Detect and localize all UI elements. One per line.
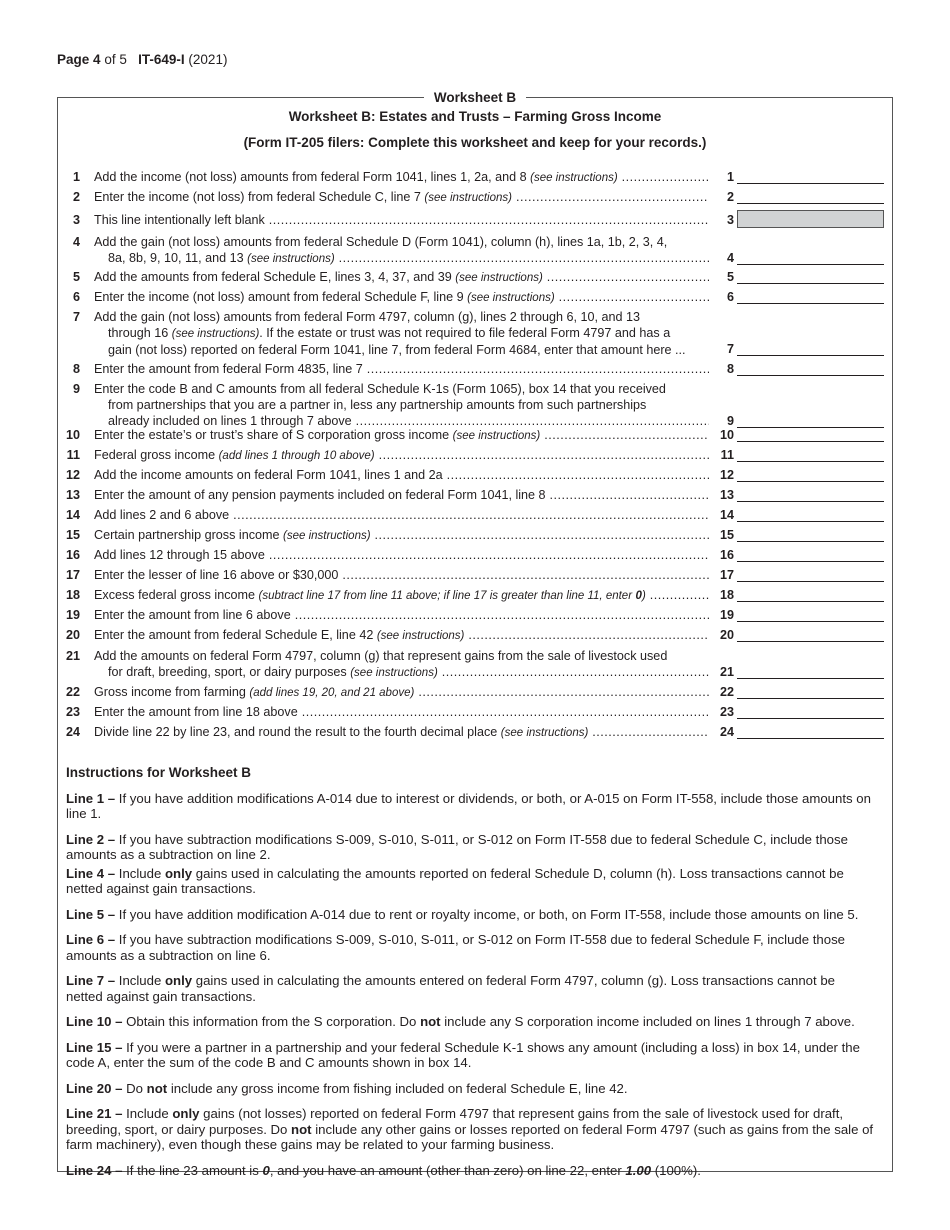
instruction-line-20: Line 20 – Do not include any gross income from fishing included on federal Schedule E, line 42. [66,1080,628,1096]
line-6-amount-field[interactable] [737,289,884,304]
line-22-amount-field[interactable] [737,684,884,699]
form-number: IT-649-I [138,52,185,67]
line-10-amount-field[interactable] [737,427,884,442]
page-of: of 5 [104,52,127,67]
form-year: (2021) [188,52,228,67]
instructions-section [66,765,874,1188]
line-7-amount-field[interactable] [737,341,884,356]
instruction-line-24: Line 24 – If the line 23 amount is 0, and you have an amount (other than zero) on line 22, enter 1.00 (100%). [66,1162,701,1178]
page-number: 4 [93,52,101,67]
instructions-heading: Instructions for Worksheet B [66,765,252,780]
instruction-line-7: Line 7 – Include only gains used in calculating the amounts entered on federal Form 4797, column (g). Loss transactions cannot be netted against gain transactions. [66,973,835,1004]
line-5-amount-field[interactable] [737,269,884,284]
line-1-amount-field[interactable] [737,169,884,184]
line-15-amount-field[interactable] [737,527,884,542]
line-11-amount-field[interactable] [737,447,884,462]
instruction-line-15: Line 15 – If you were a partner in a partnership and your federal Schedule K-1 shows any amount (including a loss) in box 14, under the code A, enter the sum of the code B and C amounts shown in box 14. [66,1039,860,1070]
instruction-line-10: Line 10 – Obtain this information from the S corporation. Do not include any S corporation income included on lines 1 through 7 above. [66,1014,855,1029]
worksheet-subtitle: (Form IT-205 filers: Complete this worksheet and keep for your records.) [243,135,707,150]
line-18-amount-field[interactable] [737,587,884,602]
worksheet-label: Worksheet B [58,89,892,107]
line-23-amount-field[interactable] [737,704,884,719]
instruction-line-5: Line 5 – If you have addition modification A-014 due to rent or royalty income, or both, on Form IT-558, include those amounts on line 5. [66,906,859,922]
line-8-amount-field[interactable] [737,361,884,376]
line-24-amount-field[interactable] [737,724,884,739]
page-label: Page [57,52,90,67]
page-header [57,52,227,67]
line-20-amount-field[interactable] [737,627,884,642]
line-12-amount-field[interactable] [737,467,884,482]
instruction-line-4: Line 4 – Include only gains used in calculating the amounts reported on federal Schedule D, column (h). Loss transactions cannot be netted against gain transactions. [66,865,844,896]
instruction-line-2: Line 2 – If you have subtraction modifications S-009, S-010, S-011, or S-012 on Form IT-558 due to federal Schedule C, include those amounts as a subtraction on line 2. [66,831,848,862]
instruction-line-21: Line 21 – Include only gains (not losses) reported on federal Form 4797 that represent gains from the sale of livestock used for draft, breeding, sport, or dairy purposes. Do not include any other gains or losses reported on federal Form 4797 (such as gains from the sale of farm machinery), even though these gains may be related to your farming business. [66,1106,874,1152]
worksheet-title: Worksheet B: Estates and Trusts – Farming Gross Income [288,109,662,124]
line-17-amount-field[interactable] [737,567,884,582]
line-13-amount-field[interactable] [737,487,884,502]
worksheet-frame: Worksheet B Worksheet B: Estates and Trusts – Farming Gross Income (Form IT-205 filers: Complete this worksheet and keep for your records.) 1 Add the income (not loss) amounts from federal Form 1041, lines 1, 2a, and 8 (see instructions) ..... 1 2 Enter the income (not loss) from federal Schedule C, line 7 (see instructions) ..... 2 3 This line intentionally left blank ..... 3 4 Add the gain (not loss) amounts from federal Schedule D (Form 1041), column (h), lines 1a, 1b, 2, 3, 4, 8a, 8b, 9, 10, 11, and 13 (see instructions) ..... 4 5 Add the amounts from federal Schedule E, lines 3, 4, 37, and 39 (see instructions) ..... 5 6 Enter the income (not loss) amount from federal Schedule F, line 9 (see instructions) ..... 6 7 Add the gain (not loss) amounts from federal Form 4797, column (g), lines 2 through 6, 10, and 13 through 16 (see instructions). If the estate or trust was not required to file federal Form 4797 and has a gain (not loss) reported on federal Form 1041, line 7, from federal Form 4684, enter that amount here ... 7 8 Enter the amount from federal Form 4835, line 7 ..... 8 9 Enter the code B and C amounts from all federal Schedule K-1s (Form 1065), box 14 that you received from partnerships that you are a partner in, less any partnership amounts from such partnerships already included on lines 1 through 7 above ..... 9 10 Enter the estate’s or trust’s share of S corporation gross income (see instructions) ..... 10 11 Federal gross income (add lines 1 through 10 above) ..... 11 12 Add the income amounts on federal Form 1041, lines 1 and 2a ..... 12 13 Enter the amount of any pension payments included on federal Form 1041, line 8 ..... 13 14 Add lines 2 and 6 above ..... 14 15 Certain partnership gross income (see instructions) ..... 15 16 Add lines 12 through 15 above ..... 16 17 Enter the lesser of line 16 above or $30,000 ..... 17 18 Excess federal gross income (subtract line 17 from line 11 above; if line 17 is greater than line 11, enter 0) ..... 18 19 Enter the amount from line 6 above ..... 19 20 Enter the amount from federal Schedule E, line 42 (see instructions) ..... 20 21 Add the amounts on federal Form 4797, column (g) that represent gains from the sale of livestock used for draft, breeding, sport, or dairy purposes (see instructions) ..... 21 22 Gross income from farming (add lines 19, 20, and 21 above) ..... 22 23 Enter the amount from line 18 above ..... 23 24 Divide line 22 by line 23, and round the result to the fourth decimal place (see instructions) ..... 24 [57,97,893,1172]
line-4-amount-field[interactable] [737,250,884,265]
line-9-amount-field[interactable] [737,413,884,428]
line-2-amount-field[interactable] [737,189,884,204]
instruction-line-6: Line 6 – If you have subtraction modifications S-009, S-010, S-011, or S-012 on Form IT-558 due to federal Schedule F, include those amounts as a subtraction on line 6. [66,932,845,963]
line-21-amount-field[interactable] [737,664,884,679]
instruction-line-1: Line 1 – If you have addition modifications A-014 due to interest or dividends, or both, or A-015 on Form IT-558, include those amounts on line 1. [66,790,871,821]
line-3-shaded-field [737,210,884,228]
line-14-amount-field[interactable] [737,507,884,522]
line-16-amount-field[interactable] [737,547,884,562]
line-19-amount-field[interactable] [737,607,884,622]
